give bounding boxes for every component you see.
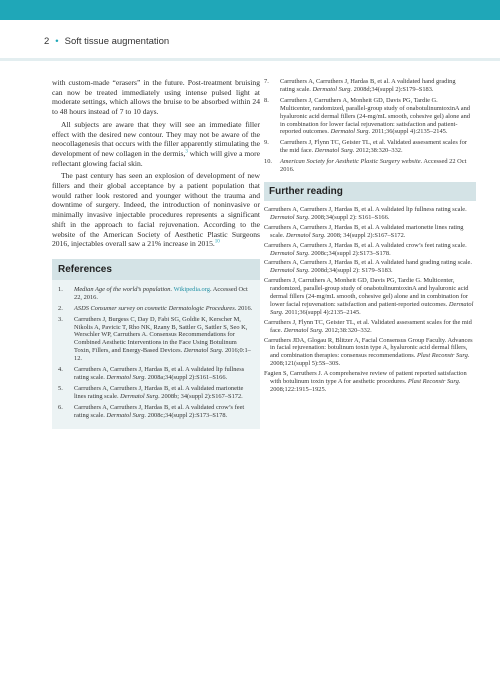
reference-text: . Accessed Oct 22, 2016. (74, 285, 248, 301)
citation-link[interactable]: 10 (214, 239, 220, 245)
references-list-right (264, 78, 476, 174)
references-heading: References (52, 259, 260, 280)
reference-text: . 2016. (234, 304, 253, 312)
reading-journal: Dermatol Surg (270, 300, 474, 316)
reading-journal: Dermatol Surg (270, 249, 308, 257)
top-accent-bar (0, 0, 500, 20)
reading-journal: Plast Reconstr Surg (416, 352, 468, 360)
reference-text: . 2012;38:320–332. (352, 147, 403, 155)
reference-journal: Dermatol Surg (120, 392, 159, 400)
reference-number: 1. (58, 285, 63, 293)
reference-journal: Dermatol Surg (106, 374, 145, 382)
reference-journal: Dermatol Surg (330, 128, 369, 136)
reference-text: Carruthers J, Burgess C, Day D, Fabi SG, Goldie K, Kerscher M, Nikolis A, Pavicic T, Rho NK, Rzany B, Sattler G, Sattler S, Seo K, Werschler WP, Carruthers A. Consensus Recommendations for Combined Aesthetic Interventions in the Face Using Botulinum Toxin, Fillers, and Energy-Based Devices. (74, 315, 248, 355)
further-reading-heading: Further reading (264, 182, 476, 201)
reference-number: 7. (264, 78, 269, 85)
reference-item (52, 404, 254, 420)
page-number: 2 (44, 36, 50, 47)
reference-item (52, 305, 254, 313)
reference-number: 3. (58, 315, 63, 323)
reference-journal: Dermatol Surg (106, 411, 145, 419)
reading-text: Carruthers A, Carruthers J, Hardas B, et al. A validated marionette lines rating scale. (264, 223, 464, 239)
reference-title: ASDS Consumer survey on cosmetic Dermatologic Procedures (74, 304, 235, 312)
reference-item (264, 158, 470, 174)
reference-link[interactable]: Wikipedia.org (173, 285, 210, 293)
reference-journal: Dermatol Surg (312, 85, 351, 93)
header-bullet: • (55, 36, 59, 47)
reference-text: . 2011;36(suppl 4):2135–2145. (368, 128, 448, 136)
further-reading-item (264, 259, 476, 275)
reading-text: . 2008;34(suppl 2): S161–S166. (307, 213, 390, 221)
running-header (44, 36, 169, 47)
reference-text: . 2008a;34(suppl 2):S161–S166. (144, 374, 228, 382)
reference-number: 2. (58, 304, 63, 312)
body-text: All subjects are aware that they will see an immediate filler effect with the desired new contour. They may not be aware of the neocollagenesis that occurs with the filler apparently stimulating the development of new collagen in the dermis, (52, 119, 260, 158)
reading-journal: Plast Reconstr Surg (407, 378, 459, 386)
reading-text: Carruthers J, Flynn TC, Geister TL, et al. Validated assessment scales for the mid face. (264, 318, 472, 334)
reference-item (52, 366, 254, 382)
reading-journal: Dermatol Surg (270, 267, 308, 275)
reference-number: 4. (58, 366, 63, 374)
left-column (52, 78, 260, 429)
body-paragraph-3 (52, 171, 260, 249)
further-reading-item (264, 337, 476, 369)
reading-text: . 2008d;34(suppl 2): S179–S183. (307, 267, 393, 275)
references-list-left (52, 286, 260, 420)
reading-text: Carruthers A, Carruthers J, Hardas B, et al. A validated lip fullness rating scale. (264, 205, 467, 213)
reference-text: . 2008d;34(suppl 2):S179–S183. (350, 85, 434, 93)
further-reading-item (264, 224, 476, 240)
reference-text: Carruthers J, Carruthers A, Monheit GD, Davis PG, Tardie G. Multicenter, randomized, parallel-group study of onabotulinumtoxinA and hyaluronic acid dermal fillers (24-mg/mL smooth, cohesive gel) alone and in combination for lower facial rejuvenation: satisfaction and patient-reported outcomes. (280, 96, 471, 136)
body-paragraph-1: with custom-made “erasers” in the future. Post-treatment bruising can now be treated immediately using intense pulsed light at moderate settings, which allows the bruise to be absorbed within 24 to 48 hours instead of 7 to 10 days. (52, 78, 260, 117)
reference-item (264, 97, 470, 137)
citation-link[interactable]: 3 (185, 149, 188, 155)
header-divider (0, 58, 500, 61)
reference-text: . 2008c;34(suppl 2):S173–S178. (144, 411, 228, 419)
reference-text: Carruthers A, Carruthers J, Hardas B, et al. A validated crow’s feet rating scale. (74, 403, 245, 419)
further-reading-item (264, 206, 476, 222)
reference-item (52, 385, 254, 401)
further-reading-item (264, 277, 476, 317)
reference-number: 10. (264, 158, 272, 166)
further-reading-section (264, 182, 476, 394)
right-column (264, 78, 476, 396)
reading-text: . 2008; 34(suppl 2):S167–S172. (323, 231, 406, 239)
reading-text: . 2008;122:1915–1925. (270, 378, 461, 393)
references-box (52, 259, 260, 429)
reference-journal: Dermatol Surg (314, 147, 353, 155)
body-text: which will give a more reflectant glowing facial skin. (52, 148, 260, 168)
reference-text: Carruthers A, Carruthers J, Hardas B, et al. A validated lip fullness rating scale. (74, 366, 245, 382)
reading-journal: Dermatol Surg (285, 231, 324, 239)
reference-item (52, 316, 254, 363)
reading-text: . 2008c;34(suppl 2):S173–S178. (307, 249, 391, 257)
reading-text: Carruthers A, Carruthers J, Hardas B, et al. A validated hand grading rating scale. (264, 259, 472, 267)
body-paragraph-2 (52, 120, 260, 169)
reference-text: Carruthers J, Flynn TC, Geister TL, et al. Validated assessment scales for the mid face. (280, 139, 467, 155)
reference-title: American Society for Aesthetic Plastic Surgery website (280, 158, 421, 166)
running-title: Soft tissue augmentation (64, 36, 170, 47)
reading-journal: Dermatol Surg (283, 326, 322, 334)
reading-text: Fagien S, Carruthers J. A comprehensive review of patient reported satisfaction with botulinum toxin type A for aesthetic procedures. (264, 370, 467, 386)
reading-text: . 2012;38:320–332. (321, 326, 372, 334)
reference-item (52, 286, 254, 302)
reference-text: Carruthers A, Carruthers J, Hardas B, et al. A validated marionette lines rating scale. (74, 384, 244, 400)
reference-number: 9. (264, 139, 269, 147)
reference-text: Carruthers A, Carruthers J, Hardas B, et al. A validated hand grading rating scale. (280, 78, 456, 93)
further-reading-item (264, 370, 476, 394)
reading-text: Carruthers J, Carruthers A, Monheit GD, Davis PG, Tardie G. Multicenter, randomized, parallel-group study of onabotulinumtoxinA and hyaluronic acid dermal fillers (24-mg/mL smooth, cohesive gel) alone and in combination for lower facial rejuvenation: satisfaction and patient-reported outcomes. (264, 277, 469, 308)
further-reading-item (264, 319, 476, 335)
reference-item (264, 139, 470, 155)
reference-number: 5. (58, 384, 63, 392)
reading-text: . 2011;36(suppl 4):2135–2145. (281, 308, 361, 316)
reference-number: 8. (264, 96, 269, 104)
reading-journal: Dermatol Surg (270, 213, 308, 221)
body-text: The past century has seen an explosion of development of new fillers and their global acceptance by a patient population that would rather look restored and younger without the trauma and downtime of surgery. Indeed, the introduction of noninvasive or minimally invasive injectable procedures represents a significant shift in the approach to facial rejuvenation. According to the website of the American Society of Aesthetic Plastic Surgeons 2016, injectables overall saw a 21% increase in 2015. (52, 171, 260, 249)
reference-title: Median Age of the world’s population. (74, 285, 173, 293)
reference-text: . 2008b; 34(suppl 2):S167–S172. (158, 392, 243, 400)
reading-text: Carruthers A, Carruthers J, Hardas B, et al. A validated crow’s feet rating scale. (264, 241, 467, 249)
reading-text: . 2008;121(suppl 5):5S–30S. (270, 352, 470, 368)
reference-item (264, 78, 470, 94)
reading-text: Carruthers JDA, Glogau R, Blitzer A, Facial Consensus Group Faculty. Advances in facial rejuvenation: botulinum toxin type A, hyaluronic acid dermal fillers, and combination therapies: consensus recommendations. (264, 336, 473, 360)
reference-journal: Dermatol Surg (183, 347, 222, 355)
reference-text: . Accessed 22 Oct 2016. (280, 158, 467, 174)
reference-text: . 2016;0:1–12. (74, 347, 251, 363)
further-reading-item (264, 242, 476, 258)
reference-number: 6. (58, 403, 63, 411)
